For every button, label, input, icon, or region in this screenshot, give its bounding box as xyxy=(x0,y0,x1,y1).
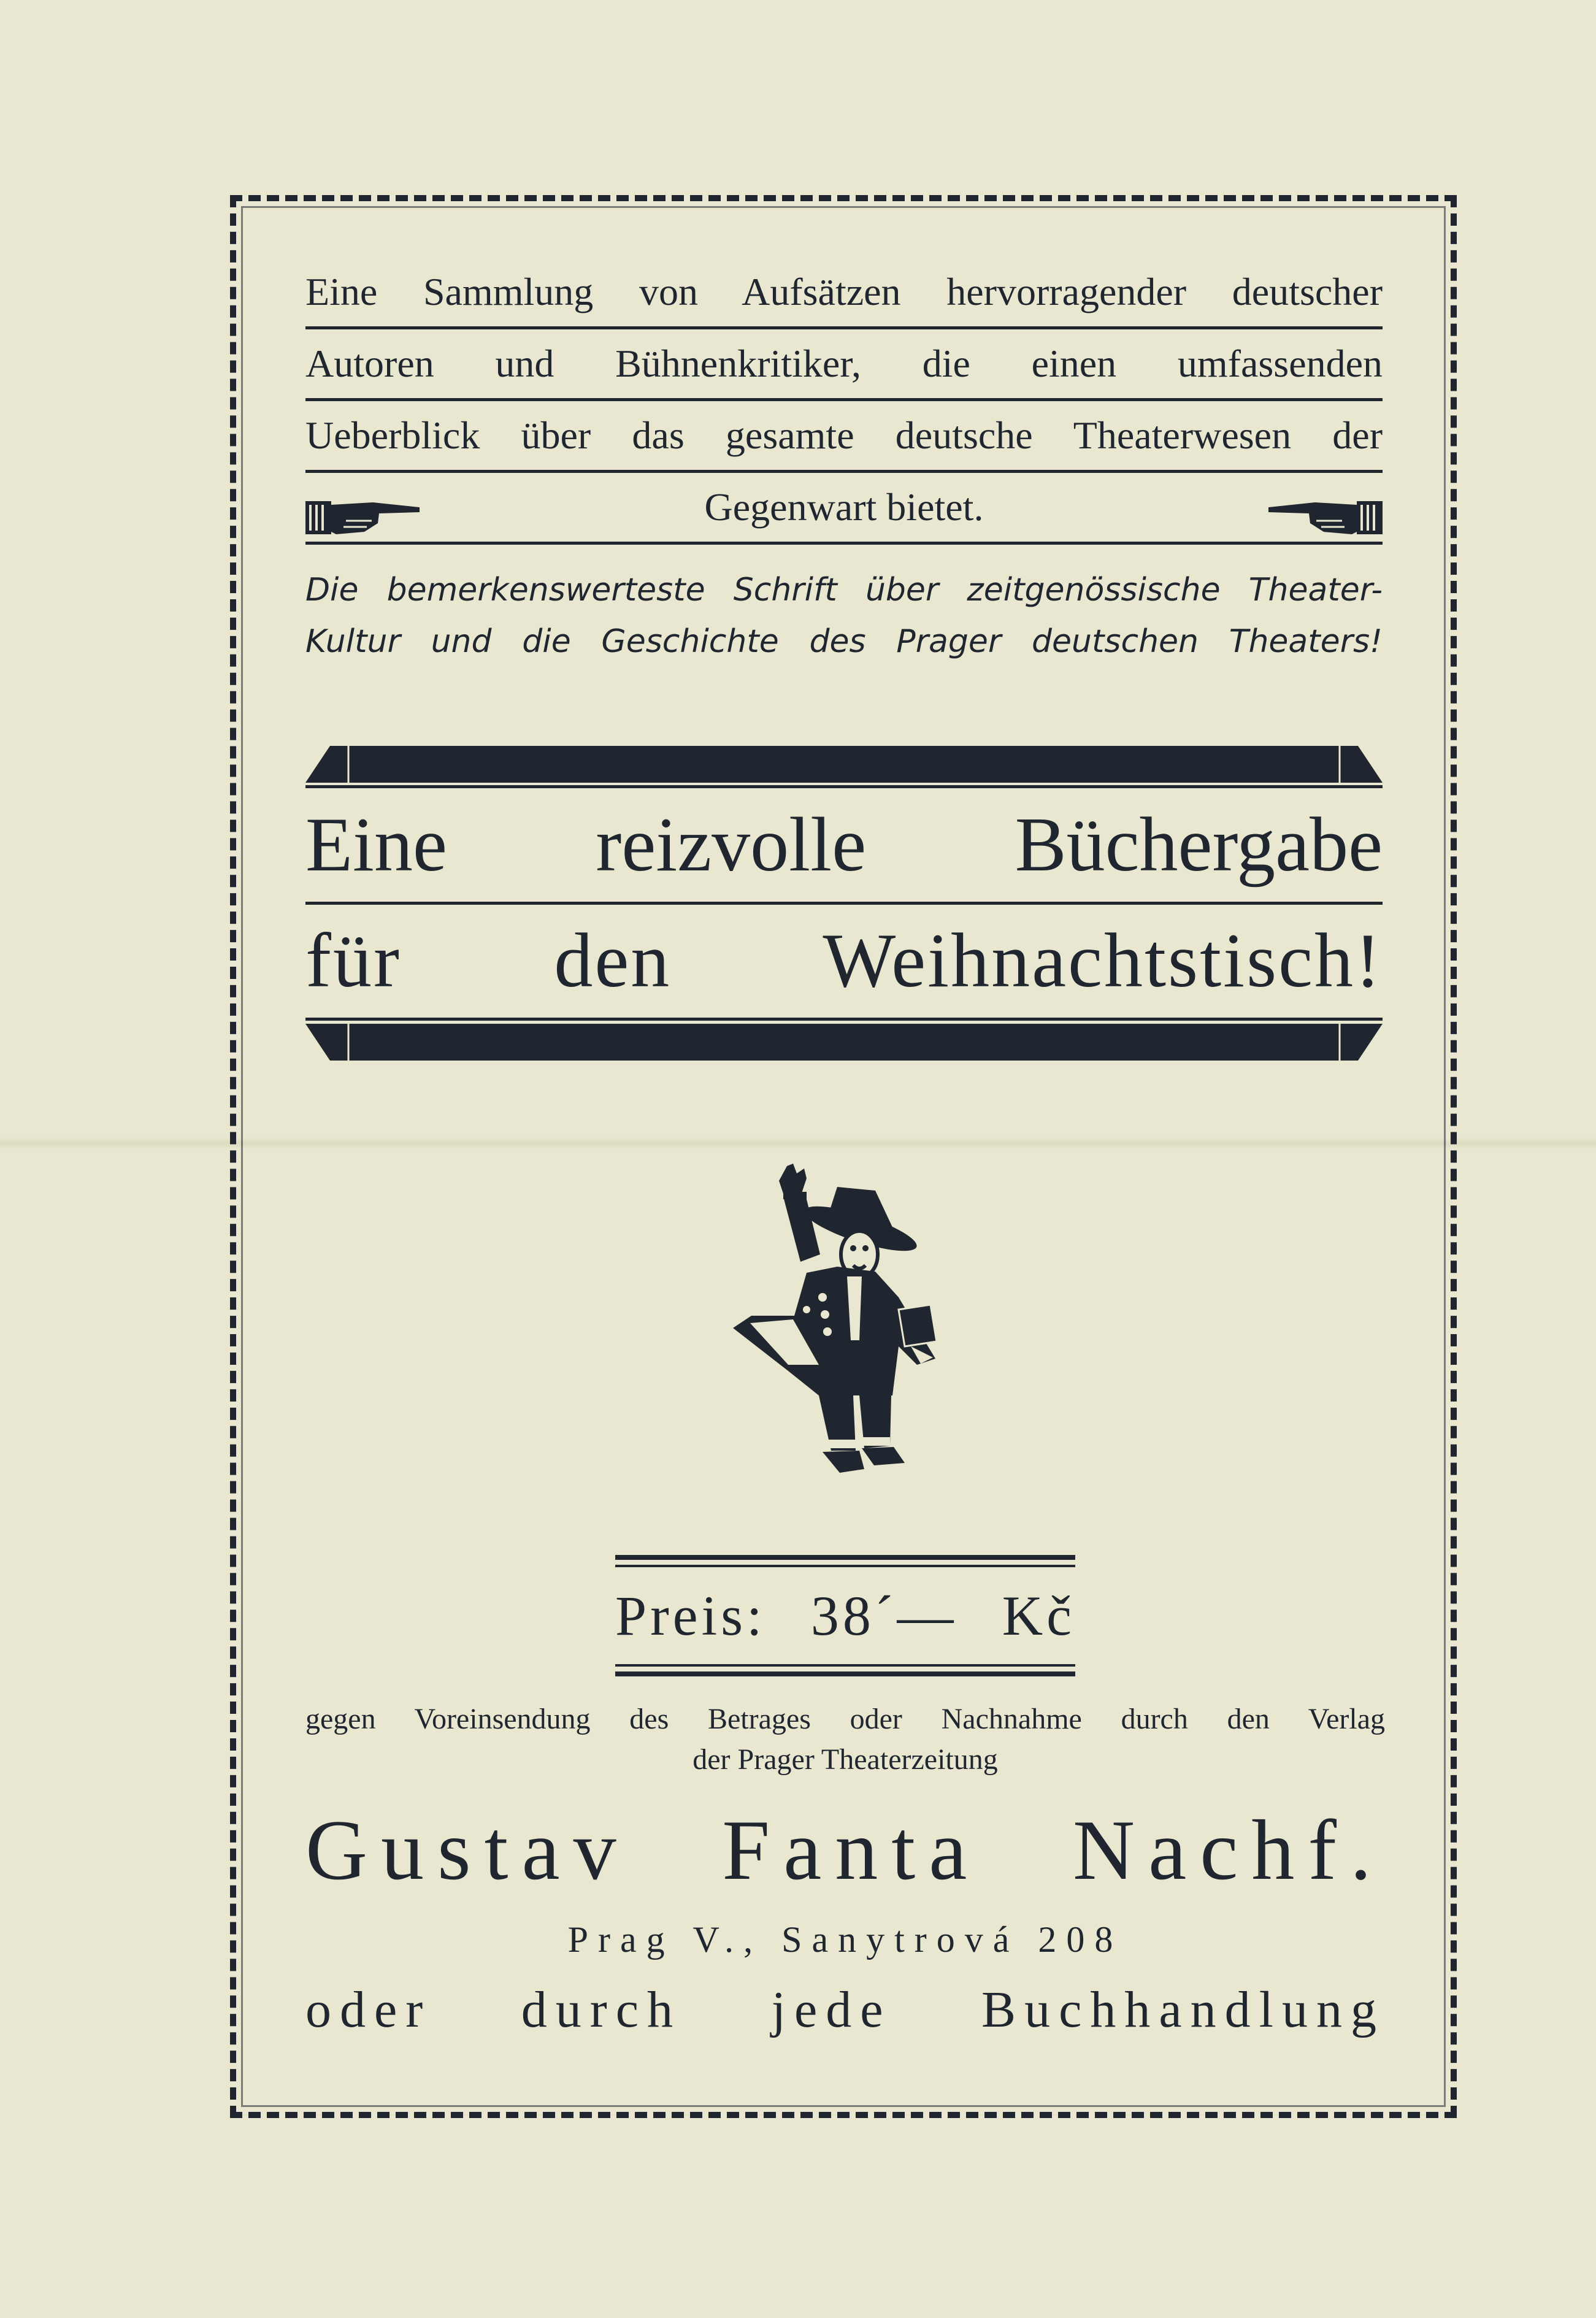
publisher-name: Gustav Fanta Nachf. xyxy=(305,1803,1385,1898)
intro-line-2: Autoren und Bühnenkritiker, die einen umfassenden xyxy=(305,329,1383,401)
tagline xyxy=(305,564,1383,667)
intro-line-1: Eine Sammlung von Aufsätzen hervorragender deutscher xyxy=(305,258,1383,329)
price-rule-bottom xyxy=(615,1671,1075,1676)
main-content xyxy=(305,258,1383,1062)
price-block xyxy=(615,1555,1075,1676)
bottom-ornament-bar xyxy=(305,1018,1383,1062)
intro-line-3: Ueberblick über das gesamte deutsche Theaterwesen der xyxy=(305,401,1383,473)
headline-line-2: für den Weihnachtstisch! xyxy=(305,918,1383,1004)
intro-line-4-row xyxy=(305,473,1383,545)
headline-line-1: Eine reizvolle Büchergabe xyxy=(305,789,1383,905)
tagline-line-2: Kultur und die Geschichte des Prager deutschen Theaters! xyxy=(305,623,1383,660)
price-rule-top xyxy=(615,1555,1075,1560)
order-info xyxy=(305,1699,1385,2050)
price-text: Preis: 38´— Kč xyxy=(615,1584,1075,1647)
theater-caricature-figure xyxy=(715,1162,972,1481)
pointing-hand-right-icon xyxy=(305,496,422,539)
order-line-2: der Prager Theaterzeitung xyxy=(692,1743,998,1776)
price-rule-bottom-thin xyxy=(615,1664,1075,1667)
pointing-hand-left-icon xyxy=(1266,496,1383,539)
order-line-1: gegen Voreinsendung des Betrages oder Nachnahme durch den Verlag xyxy=(305,1703,1385,1735)
top-ornament-bar xyxy=(305,745,1383,789)
bookshop-line: oder durch jede Buchhandlung xyxy=(305,1981,1385,2038)
publisher-address: Prag V., Sanytrová 208 xyxy=(567,1919,1123,1960)
tagline-line-1: Die bemerkenswerteste Schrift über zeitgenössische Theater- xyxy=(305,572,1383,608)
intro-line-4: Gegenwart bietet. xyxy=(704,485,984,529)
